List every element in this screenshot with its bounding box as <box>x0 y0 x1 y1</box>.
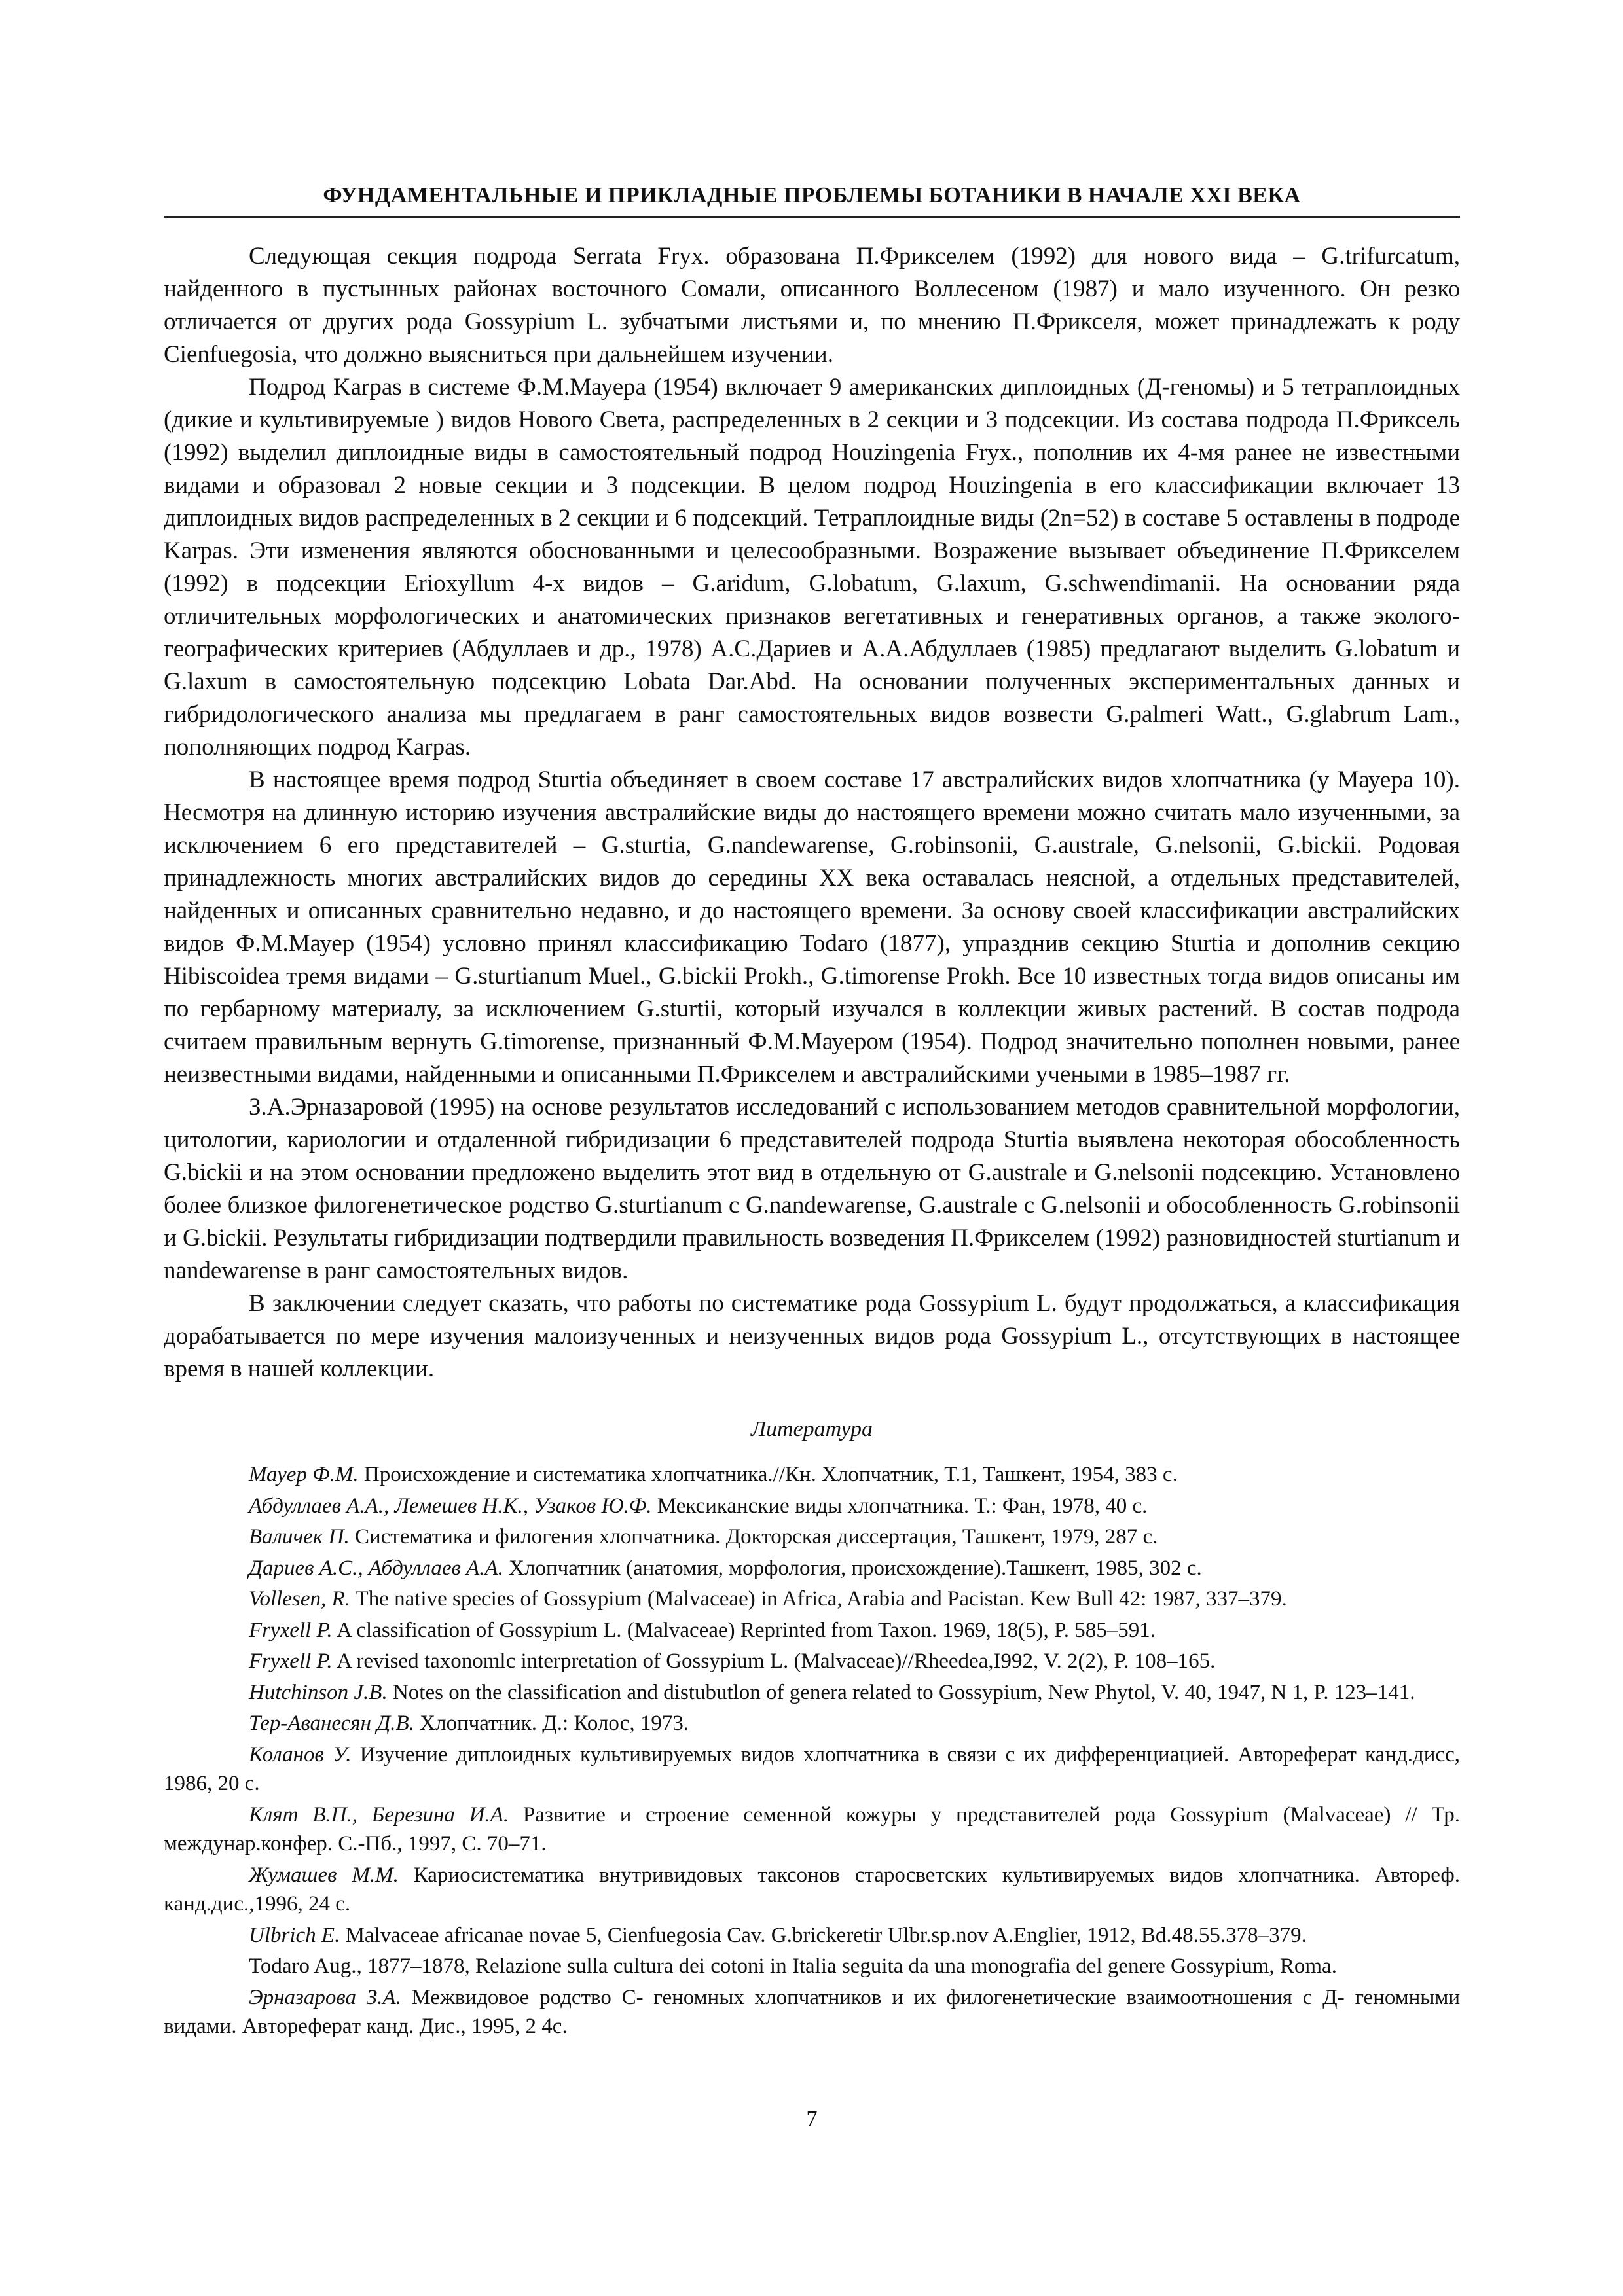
reference-item <box>164 1740 1460 1799</box>
reference-text: A revised taxonomlc interpretation of Gossypium L. (Malvaceae)//Rheedea,I992, V. 2(2), P. 108–165. <box>332 1649 1216 1673</box>
reference-author: Мауер Ф.М. <box>249 1463 359 1486</box>
reference-item <box>164 1709 1460 1738</box>
reference-author: Ulbrich E. <box>249 1923 340 1947</box>
reference-text: Notes on the classification and distubutlon of genera related to Gossypium, New Phytol, V. 40, 1947, N 1, P. 123–141. <box>387 1680 1415 1704</box>
reference-author: Жумашев М.М. <box>249 1863 399 1887</box>
reference-author: Клят В.П., Березина И.А. <box>249 1803 509 1827</box>
reference-text: Хлопчатник (анатомия, морфология, происхождение).Ташкент, 1985, 302 с. <box>503 1556 1202 1580</box>
reference-author: Абдуллаев А.А., Лемешев Н.К., Узаков Ю.Ф. <box>249 1494 652 1518</box>
reference-list <box>164 1460 1460 2041</box>
reference-text: Систематика и филогения хлопчатника. Докторская диссертация, Ташкент, 1979, 287 с. <box>349 1525 1158 1549</box>
literature-heading: Литература <box>750 1417 873 1441</box>
reference-item <box>164 1616 1460 1645</box>
reference-item <box>164 1460 1460 1490</box>
reference-author: Vollesen, R. <box>249 1587 350 1611</box>
reference-item <box>164 1983 1460 2041</box>
reference-text: Развитие и строение семенной кожуры у представителей рода Gossypium (Malvaceae) // Тр. междунар.конфер. С.-Пб., 1997, С. 70–71. <box>164 1803 1460 1856</box>
paragraph: Подрод Karpas в системе Ф.М.Мауера (1954) включает 9 американских диплоидных (Д-геномы) и 5 тетраплоидных (дикие и культивируемые ) видов Нового Света, распределенных в 2 секции и 3 подсекции. Из состава подрода П.Фриксель (1992) выделил диплоидные виды в самостоятельный подрод Houzingenia Fryx., пополнив их 4-мя ранее не известными видами и образовал 2 новые секции и 3 подсекции. В целом подрод Houzingenia в его классификации включает 13 диплоидных видов распределенных в 2 секции и 6 подсекций. Тетраплоидные виды (2n=52) в составе 5 оставлены в подроде Karpas. Эти изменения являются обоснованными и целесообразными. Возражение вызывает объединение П.Фрикселем (1992) в подсекции Erioxyllum 4-х видов – G.aridum, G.lobatum, G.laxum, G.schwendimanii. На основании ряда отличительных морфологических и анатомических признаков вегетативных и генеративных органов, а также эколого-географических критериев (Абдуллаев и др., 1978) А.С.Дариев и А.А.Абдуллаев (1985) предлагают выделить G.lobatum и G.laxum в самостоятельную подсекцию Lobata Dar.Abd. На основании полученных экспериментальных данных и гибридологического анализа мы предлагаем в ранг самостоятельных видов возвести G.palmeri Watt., G.glabrum Lam., пополняющих подрод Karpas. <box>164 374 1460 761</box>
reference-text: Malvaceae africanae novae 5, Cienfuegosia Cav. G.brickeretir Ulbr.sp.nov A.Englier, 1912, Bd.48.55.378–379. <box>340 1923 1307 1947</box>
reference-text: Межвидовое родство С- геномных хлопчатников и их филогенетические взаимоотношения с Д- геномными видами. Автореферат канд. Дис., 1995, 2 4с. <box>164 1985 1460 2038</box>
body-text <box>164 240 1460 1386</box>
reference-author: Дариев А.С., Абдуллаев А.А. <box>249 1556 503 1580</box>
reference-text: The native species of Gossypium (Malvaceae) in Africa, Arabia and Pacistan. Kew Bull 42: 1987, 337–379. <box>350 1587 1287 1611</box>
reference-item <box>164 1952 1460 1981</box>
reference-item <box>164 1647 1460 1676</box>
reference-item <box>164 1492 1460 1521</box>
reference-author: Hutchinson J.B. <box>249 1680 388 1704</box>
reference-text: A classification of Gossypium L. (Malvaceae) Reprinted from Taxon. 1969, 18(5), P. 585–591. <box>332 1618 1156 1642</box>
reference-text: Мексиканские виды хлопчатника. Т.: Фан, 1978, 40 с. <box>651 1494 1148 1518</box>
paragraph: Следующая секция подрода Serrata Fryx. образована П.Фрикселем (1992) для нового вида – G.trifurcatum, найденного в пустынных районах восточного Сомали, описанного Воллесеном (1987) и мало изученного. Он резко отличается от других рода Gossypium L. зубчатыми листьями и, по мнению П.Фрикселя, может принадлежать к роду Cienfuegosia, что должно выясниться при дальнейшем изучении. <box>164 243 1460 368</box>
reference-text: Кариосистематика внутривидовых таксонов старосветских культивируемых видов хлопчатника. Автореф. канд.дис.,1996, 24 с. <box>164 1863 1460 1916</box>
reference-item <box>164 1678 1460 1708</box>
reference-author: Эрназарова З.А. <box>249 1985 401 2009</box>
paragraph: В настоящее время подрод Sturtia объединяет в своем составе 17 австралийских видов хлопчатника (у Мауера 10). Несмотря на длинную историю изучения австралийские виды до настоящего времени можно считать мало изученными, за исключением 6 его представителей – G.sturtia, G.nandewarense, G.robinsonii, G.australe, G.nelsonii, G.bickii. Родовая принадлежность многих австралийских видов до середины XX века оставалась неясной, а отдельных представителей, найденных и описанных сравнительно недавно, и до настоящего времени. За основу своей классификации австралийских видов Ф.М.Мауер (1954) условно принял классификацию Todaro (1877), упразднив секцию Sturtia и дополнив секцию Hibiscoidea тремя видами – G.sturtianum Muel., G.bickii Prokh., G.timorense Prokh. Все 10 известных тогда видов описаны им по гербарному материалу, за исключением G.sturtii, который изучался в коллекции живых растений. В состав подрода считаем правильным вернуть G.timorense, признанный Ф.М.Мауером (1954). Подрод значительно пополнен новыми, ранее неизвестными видами, найденными и описанными П.Фрикселем и австралийскими учеными в 1985–1987 гг. <box>164 766 1460 1088</box>
reference-author: Коланов У. <box>249 1742 352 1767</box>
reference-author: Fryxell P. <box>249 1618 333 1642</box>
reference-author: Валичек П. <box>249 1525 350 1549</box>
reference-item <box>164 1801 1460 1859</box>
reference-text: Хлопчатник. Д.: Колос, 1973. <box>414 1712 689 1735</box>
reference-item <box>164 1585 1460 1614</box>
reference-item <box>164 1554 1460 1583</box>
paragraph: В заключении следует сказать, что работы по систематике рода Gossypium L. будут продолжаться, а классификация дорабатывается по мере изучения малоизученных и неизученных видов рода Gossypium L., отсутствующих в настоящее время в нашей коллекции. <box>164 1290 1460 1382</box>
reference-text: Происхождение и систематика хлопчатника.//Кн. Хлопчатник, Т.1, Ташкент, 1954, 383 с. <box>358 1463 1178 1486</box>
page-number: 7 <box>806 2106 818 2131</box>
reference-item <box>164 1522 1460 1552</box>
reference-item <box>164 1861 1460 1919</box>
reference-author: Fryxell P. <box>249 1649 333 1673</box>
page <box>164 183 1460 2132</box>
paragraph: З.А.Эрназаровой (1995) на основе результатов исследований с использованием методов сравнительной морфологии, цитологии, кариологии и отдаленной гибридизации 6 представителей подрода Sturtia выявлена некоторая обособленность G.bickii и на этом основании предложено выделить этот вид в отдельную от G.australe и G.nelsonii подсекцию. Установлено более близкое филогенетическое родство G.sturtianum с G.nandewarense, G.australe с G.nelsonii и обособленность G.robinsonii и G.bickii. Результаты гибридизации подтвердили правильность возведения П.Фрикселем (1992) разновидностей sturtianum и nandewarense в ранг самостоятельных видов. <box>164 1094 1460 1284</box>
running-header: ФУНДАМЕНТАЛЬНЫЕ И ПРИКЛАДНЫЕ ПРОБЛЕМЫ БОТАНИКИ В НАЧАЛЕ XXI ВЕКА <box>164 183 1460 218</box>
reference-text: Todaro Aug., 1877–1878, Relazione sulla cultura dei cotoni in Italia seguita da una monografia del genere Gossypium, Roma. <box>249 1954 1337 1978</box>
reference-item <box>164 1921 1460 1950</box>
reference-text: Изучение диплоидных культивируемых видов хлопчатника в связи с их дифференциацией. Автореферат канд.дисс, 1986, 20 с. <box>164 1742 1461 1795</box>
reference-author: Тер-Аванесян Д.В. <box>249 1712 414 1735</box>
